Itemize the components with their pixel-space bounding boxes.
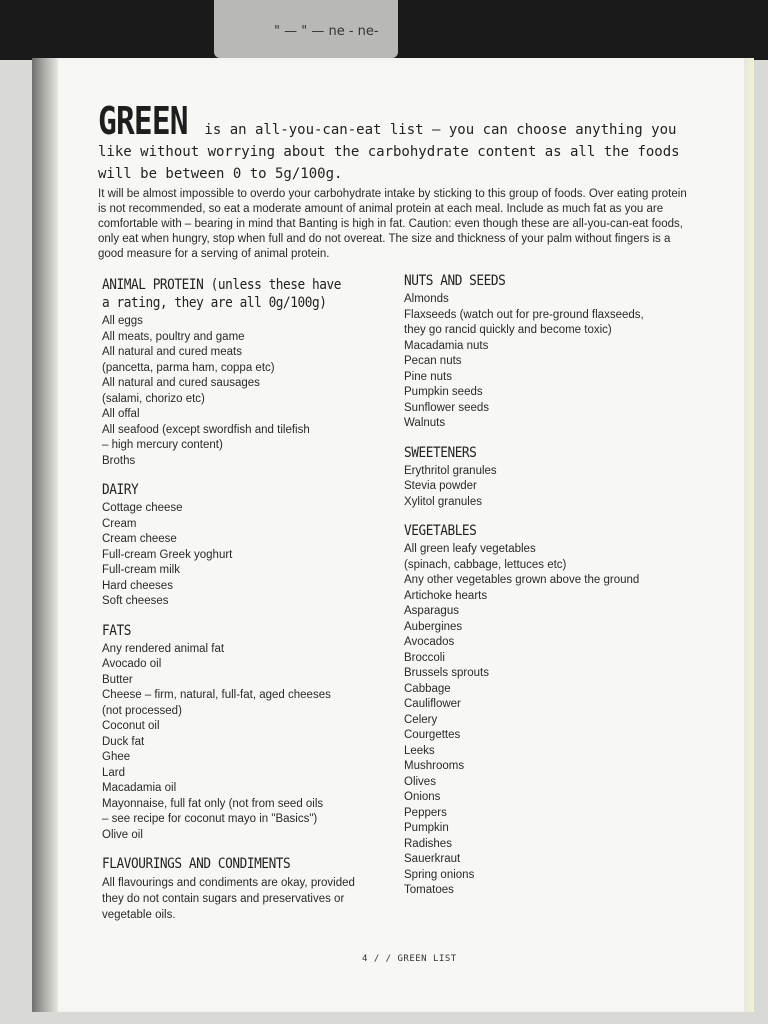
list-item: Cauliflower	[404, 698, 461, 710]
list	[102, 642, 382, 844]
list-item: Walnuts	[404, 417, 446, 429]
list-item: All eggs	[102, 315, 143, 327]
list-item: Celery	[404, 713, 438, 726]
list-item: Avocado oil	[102, 658, 162, 670]
list-item: Soft cheeses	[102, 595, 169, 607]
list-item: Artichoke hearts	[404, 589, 488, 602]
list-item: All meats, poultry and game	[102, 330, 245, 343]
list-item: Cabbage	[404, 682, 451, 695]
section-dairy	[102, 481, 382, 610]
list-item: Pumpkin seeds	[404, 386, 483, 398]
list	[404, 542, 704, 899]
left-column	[102, 276, 382, 935]
list-item: Any rendered animal fat	[102, 642, 225, 655]
page-footer: 4 / / GREEN LIST	[362, 954, 457, 964]
intro-body: It will be almost impossible to overdo your carbohydrate intake by sticking to this group of foods. Over eating protein is not recommended, so eat a moderate amount of animal protein at each meal. Include as much fat as you are comfortable with – bearing in mind that Banting is high in fat. Caution: even though these are all-you-can-eat foods, only eat when hungry, stop when full and do not overeat. The size and thickness of your palm without fingers is a good measure for a serving of animal protein.	[98, 188, 687, 260]
list	[404, 292, 704, 432]
list-item: Cream cheese	[102, 533, 177, 545]
section-vegetables	[404, 522, 704, 899]
list-item: (pancetta, parma ham, coppa etc)	[102, 361, 275, 374]
right-column	[404, 272, 704, 911]
list-item: Leeks	[404, 744, 435, 757]
list-item: Sunflower seeds	[404, 401, 490, 414]
list-item: (salami, chorizo etc)	[102, 392, 205, 405]
list-item: – see recipe for coconut mayo in "Basics")	[102, 813, 318, 825]
list-item: Broths	[102, 454, 136, 467]
list-item: All seafood (except swordfish and tilefish	[102, 423, 310, 436]
section-nuts-seeds	[404, 272, 704, 432]
list-item: Onions	[404, 791, 441, 803]
intro-lead-text: is an all-you-can-eat list – you can choose anything you like without worrying about the carbohydrate content as all the foods will be between 0 to 5g/100g.	[98, 122, 680, 182]
list-item: Duck fat	[102, 735, 145, 748]
list-item: Brussels sprouts	[404, 667, 490, 679]
list-item: Olives	[404, 775, 436, 788]
list-item: Sauerkraut	[404, 853, 461, 865]
list-item: Spring onions	[404, 868, 475, 881]
tape-strip	[214, 0, 398, 58]
list-item: Olive oil	[102, 828, 143, 841]
list-item: All offal	[102, 408, 140, 420]
list-item: All green leafy vegetables	[404, 543, 536, 555]
section-heading: ANIMAL PROTEIN (unless these have a rating, they are all 0g/100g)	[102, 277, 342, 311]
list-item: Xylitol granules	[404, 495, 482, 508]
list-item: Aubergines	[404, 620, 463, 633]
list-item: Ghee	[102, 751, 131, 763]
list-item: Peppers	[404, 806, 447, 819]
list-item: (not processed)	[102, 704, 182, 717]
list-item: Any other vegetables grown above the ground	[404, 574, 640, 586]
section-fats	[102, 622, 382, 844]
list-item: – high mercury content)	[102, 439, 223, 451]
list-item: Cream	[102, 517, 137, 530]
list-item: they go rancid quickly and become toxic)	[404, 324, 612, 336]
section-heading: DAIRY	[102, 482, 139, 498]
list-item: Avocados	[404, 636, 455, 648]
list-item: Butter	[102, 673, 133, 686]
list-item: All natural and cured meats	[102, 346, 242, 358]
list-item: Almonds	[404, 293, 449, 305]
section-flavourings	[102, 855, 382, 923]
list	[102, 314, 382, 469]
list-item: Full-cream Greek yoghurt	[102, 548, 233, 561]
page-content	[32, 58, 744, 1012]
page-edge	[744, 58, 754, 1012]
intro-block	[98, 99, 698, 262]
list-item: Broccoli	[404, 651, 445, 664]
list-item: Radishes	[404, 837, 452, 850]
list-item: Stevia powder	[404, 480, 477, 492]
section-heading: VEGETABLES	[404, 523, 477, 539]
section-heading: SWEETENERS	[404, 444, 477, 461]
page-title: GREEN	[98, 99, 188, 143]
intro-lead	[98, 99, 698, 185]
list-item: (spinach, cabbage, lettuces etc)	[404, 558, 567, 571]
list	[404, 464, 704, 511]
list-item: Full-cream milk	[102, 564, 180, 576]
list-item: Pumpkin	[404, 822, 449, 834]
section-animal-protein	[102, 276, 382, 469]
list-item: Flaxseeds (watch out for pre-ground flaxseeds,	[404, 308, 644, 321]
list-item: Hard cheeses	[102, 579, 173, 592]
list-item: Cheese – firm, natural, full-fat, aged cheeses	[102, 689, 331, 701]
list-item: Mayonnaise, full fat only (not from seed oils	[102, 797, 324, 810]
section-heading: NUTS AND SEEDS	[404, 273, 506, 289]
list-item: Courgettes	[404, 729, 461, 741]
tape-handwriting: " — " — ne - ne-	[274, 24, 379, 39]
list-item: Macadamia nuts	[404, 339, 489, 352]
list-item: Erythritol granules	[404, 464, 497, 477]
list-item: Tomatoes	[404, 884, 454, 896]
section-sweeteners	[404, 444, 704, 511]
list-item: Macadamia oil	[102, 782, 177, 794]
section-heading: FATS	[102, 622, 131, 639]
list-item: Mushrooms	[404, 760, 465, 772]
list-item: Lard	[102, 766, 126, 779]
flavourings-text: All flavourings and condiments are okay, provided they do not contain sugars and preservatives or vegetable oils.	[102, 877, 355, 921]
list-item: Cottage cheese	[102, 502, 183, 514]
list-item: Asparagus	[404, 605, 459, 617]
list-item: All natural and cured sausages	[102, 377, 260, 389]
list	[102, 501, 382, 610]
list-item: Pine nuts	[404, 370, 452, 383]
document-page	[32, 58, 744, 1012]
section-heading: FLAVOURINGS AND CONDIMENTS	[102, 856, 291, 872]
list-item: Coconut oil	[102, 720, 160, 732]
list-item: Pecan nuts	[404, 355, 462, 367]
